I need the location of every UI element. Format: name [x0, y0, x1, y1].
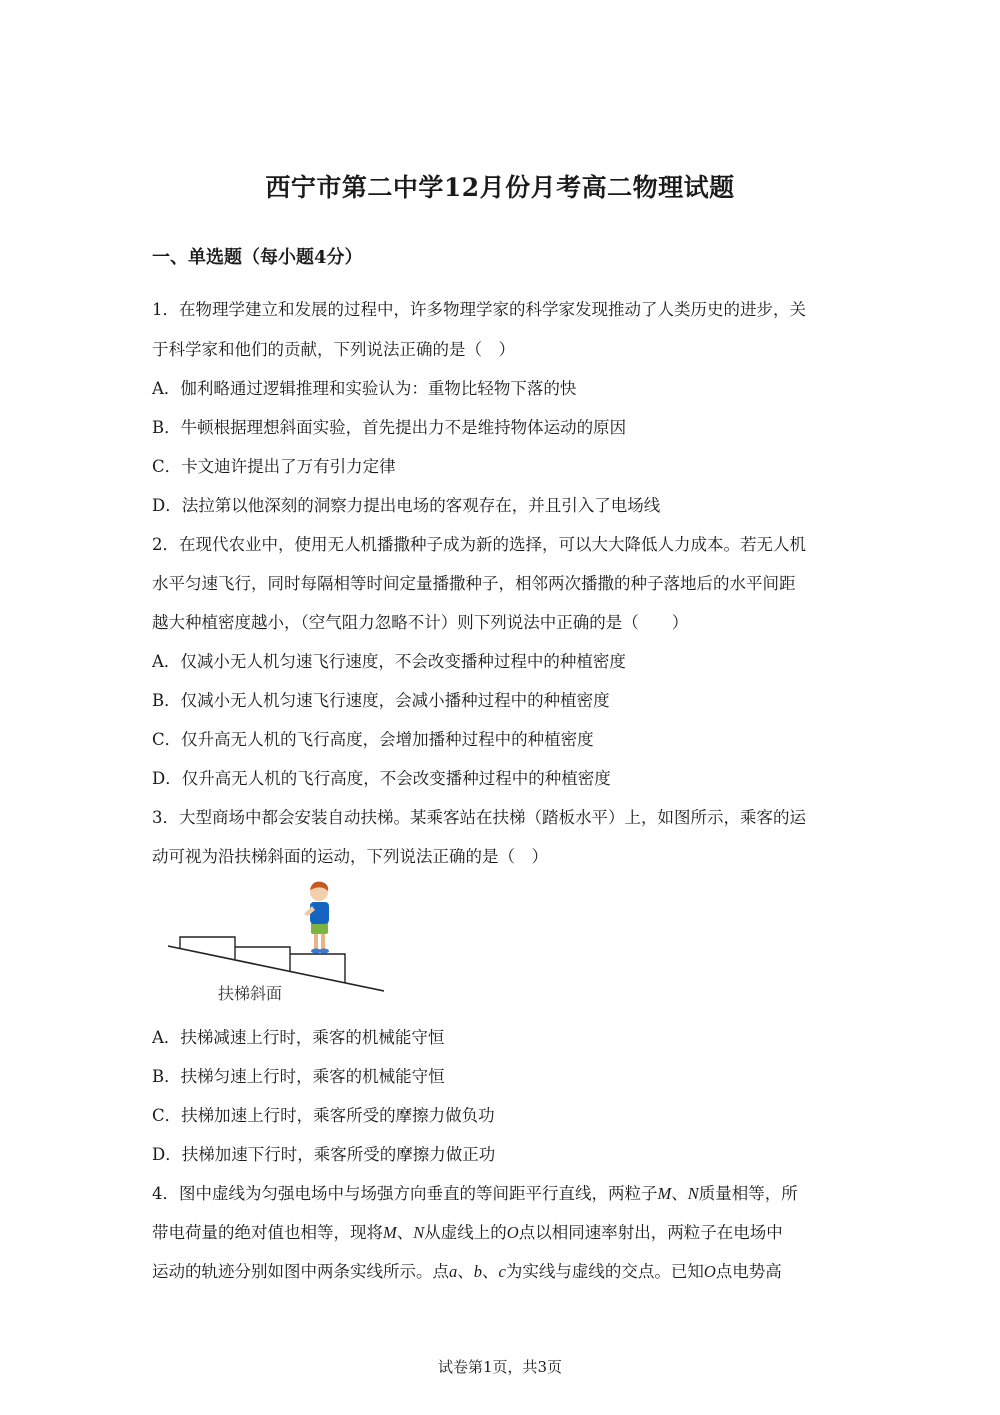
var-a: a — [449, 1262, 458, 1281]
q2-stem-line-3: 越大种植密度越小，（空气阻力忽略不计）则下列说法中正确的是（ ） — [152, 613, 689, 632]
step-1 — [180, 937, 235, 959]
var-o: O — [703, 1262, 716, 1281]
q1-option-b: B．牛顿根据理想斜面实验，首先提出力不是维持物体运动的原因 — [152, 418, 627, 437]
page-footer: 试卷第1页，共3页 — [437, 1358, 563, 1376]
q4-stem-line-1 — [152, 1182, 852, 1206]
q3-option-b: B．扶梯匀速上行时，乘客的机械能守恒 — [152, 1067, 445, 1086]
q1-option-c: C．卡文迪许提出了万有引力定律 — [152, 457, 396, 476]
q3-option-d: D．扶梯加速下行时，乘客所受的摩擦力做正功 — [152, 1145, 496, 1164]
q4-text: 质量相等，所 — [698, 1184, 798, 1203]
q4-text: 4．图中虚线为匀强电场中与场强方向垂直的等间距平行直线，两粒子 — [152, 1184, 658, 1203]
passenger-figure — [304, 882, 329, 954]
separator: 、 — [482, 1262, 499, 1281]
q2-option-c: C．仅升高无人机的飞行高度，会增加播种过程中的种植密度 — [152, 730, 594, 749]
q3-option-a: A．扶梯减速上行时，乘客的机械能守恒 — [152, 1028, 445, 1047]
q1-option-d: D．法拉第以他深刻的洞察力提出电场的客观存在，并且引入了电场线 — [152, 496, 661, 515]
q2-stem-line-2: 水平匀速飞行，同时每隔相等时间定量播撒种子，相邻两次播撒的种子落地后的水平间距 — [152, 574, 796, 593]
q2-option-d: D．仅升高无人机的飞行高度，不会改变播种过程中的种植密度 — [152, 769, 611, 788]
var-o: O — [506, 1223, 519, 1242]
q4-text: 从虚线上的 — [424, 1223, 507, 1242]
escalator-figure — [160, 878, 400, 1008]
var-m: M — [657, 1184, 672, 1203]
q2-option-a: A．仅减小无人机匀速飞行速度，不会改变播种过程中的种植密度 — [152, 652, 626, 671]
q4-text: 为实线与虚线的交点。已知 — [505, 1262, 704, 1281]
var-m: M — [383, 1223, 397, 1242]
section-heading: 一、单选题（每小题4分） — [152, 247, 363, 268]
q3-option-c: C．扶梯加速上行时，乘客所受的摩擦力做负功 — [152, 1106, 495, 1125]
var-c: c — [498, 1262, 506, 1281]
separator: 、 — [396, 1223, 414, 1242]
var-n: N — [687, 1184, 699, 1203]
q4-text: 运动的轨迹分别如图中两条实线所示。点 — [152, 1262, 449, 1281]
q2-stem-line-1: 2．在现代农业中，使用无人机播撒种子成为新的选择，可以大大降低人力成本。若无人机 — [152, 535, 806, 554]
escalator-diagram — [160, 878, 400, 1008]
q4-text: 带电荷量的绝对值也相等，现将 — [152, 1223, 383, 1242]
q1-stem-line-1: 1．在物理学建立和发展的过程中，许多物理学家的科学家发现推动了人类历史的进步，关 — [152, 300, 806, 319]
var-n: N — [413, 1223, 425, 1242]
q4-stem-line-2 — [152, 1221, 852, 1245]
q2-option-b: B．仅减小无人机匀速飞行速度，会减小播种过程中的种植密度 — [152, 691, 610, 710]
q1-option-a: A．伽利略通过逻辑推理和实验认为：重物比轻物下落的快 — [152, 379, 577, 398]
q3-stem-line-1: 3．大型商场中都会安装自动扶梯。某乘客站在扶梯（踏板水平）上，如图所示，乘客的运 — [152, 808, 806, 827]
step-2 — [235, 947, 290, 971]
var-b: b — [473, 1262, 482, 1281]
q4-stem-line-3 — [152, 1260, 852, 1284]
step-3 — [290, 954, 345, 983]
q3-stem-line-2: 动可视为沿扶梯斜面的运动，下列说法正确的是（ ） — [152, 847, 548, 866]
separator: 、 — [457, 1262, 474, 1281]
separator: 、 — [671, 1184, 688, 1203]
figure-label: 扶梯斜面 — [218, 986, 283, 1003]
q4-text: 点电势高 — [715, 1262, 782, 1281]
exam-title: 西宁市第二中学12月份月考高二物理试题 — [265, 173, 735, 202]
q1-stem-line-2: 于科学家和他们的贡献，下列说法正确的是（ ） — [152, 340, 515, 359]
q4-text: 点以相同速率射出，两粒子在电场中 — [518, 1223, 783, 1242]
incline-line — [168, 946, 384, 991]
